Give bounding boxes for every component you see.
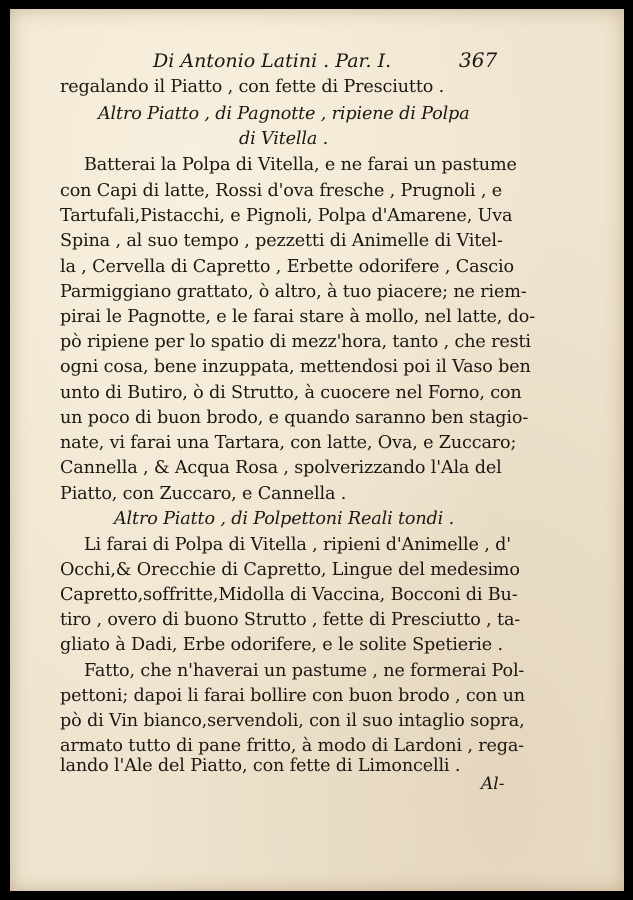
text-line: gliato à Dadi, Erbe odorifere, e le solite Spetierie . <box>60 635 503 655</box>
text-line: pettoni; dapoi li farai bollire con buon brodo , con un <box>60 686 525 706</box>
text-line: ogni cosa, bene inzuppata, mettendosi poi il Vaso ben <box>60 357 531 377</box>
text-line: regalando il Piatto , con fette di Presciutto . <box>60 77 445 97</box>
text-line: tiro , overo di buono Strutto , fette di Presciutto , ta- <box>60 610 521 630</box>
text-line: Li farai di Polpa di Vitella , ripieni d'Animelle , d' <box>84 535 511 555</box>
recipe-heading: Altro Piatto , di Pagnotte , ripiene di Polpa <box>98 104 470 124</box>
book-page <box>10 9 624 891</box>
text-line: Cannella , & Acqua Rosa , spolverizzando l'Ala del <box>60 458 502 478</box>
text-line: Capretto,soffritte,Midolla di Vaccina, Bocconi di Bu- <box>60 585 518 605</box>
text-line: un poco di buon brodo, e quando saranno ben stagio- <box>60 408 529 428</box>
text-line: lando l'Ale del Piatto, con fette di Limoncelli . <box>60 756 461 776</box>
text-line: unto di Butiro, ò di Strutto, à cuocere nel Forno, con <box>60 383 522 403</box>
text-line: Piatto, con Zuccaro, e Cannella . <box>60 484 347 504</box>
text-line: Parmiggiano grattato, ò altro, à tuo piacere; ne riem- <box>60 282 527 302</box>
text-line: Tartufali,Pistacchi, e Pignoli, Polpa d'Amarene, Uva <box>60 206 513 226</box>
recipe-heading-cont: di Vitella . <box>239 129 329 149</box>
text-line: pirai le Pagnotte, e le farai stare à mollo, nel latte, do- <box>60 307 536 327</box>
text-line: armato tutto di pane fritto, à modo di Lardoni , rega- <box>60 736 524 756</box>
text-line: nate, vi farai una Tartara, con latte, Ova, e Zuccaro; <box>60 433 517 453</box>
text-line: la , Cervella di Capretto , Erbette odorifere , Cascio <box>60 257 514 277</box>
text-line: con Capi di latte, Rossi d'ova fresche , Prugnoli , e <box>60 181 502 201</box>
text-line: Batterai la Polpa di Vitella, e ne farai un pastume <box>84 155 517 175</box>
text-line: pò ripiene per lo spatio di mezz'hora, tanto , che resti <box>60 332 531 352</box>
running-head: Di Antonio Latini . Par. I. <box>153 50 392 72</box>
recipe-heading: Altro Piatto , di Polpettoni Reali tondi . <box>114 509 455 529</box>
text-line: Spina , al suo tempo , pezzetti di Animelle di Vitel- <box>60 231 503 251</box>
text-line: Fatto, che n'haverai un pastume , ne formerai Pol- <box>84 661 525 681</box>
text-line: pò di Vin bianco,servendoli, con il suo intaglio sopra, <box>60 711 525 731</box>
text-line: Occhi,& Orecchie di Capretto, Lingue del medesimo <box>60 560 520 580</box>
page-number: 367 <box>459 48 498 72</box>
catchword: Al- <box>481 774 505 794</box>
